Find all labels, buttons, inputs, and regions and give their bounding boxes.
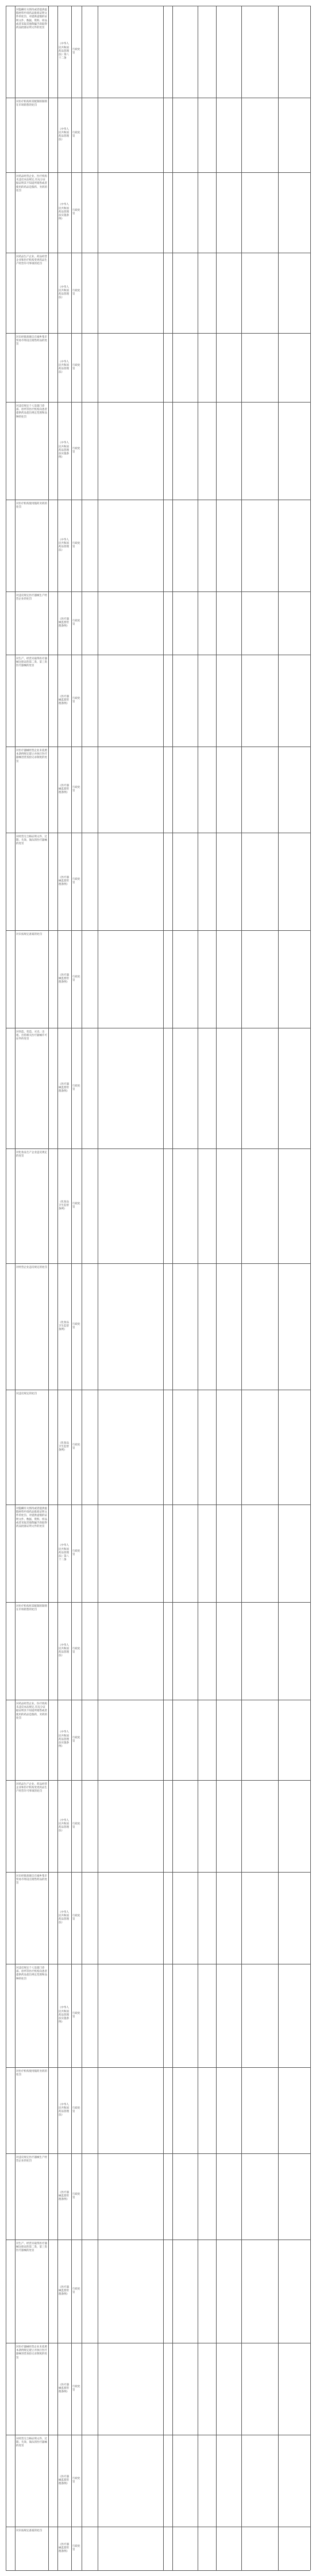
cell-type: 行政处罚: [72, 2012, 80, 2018]
cell-subject: 对医疗机构使用假药劣药的处罚: [16, 502, 47, 509]
cell-subject: 对伪造、变造、买卖、出租、出借相关医疗器械许可证件的处罚: [16, 1031, 47, 1041]
cell-basis: 《中华人民共和国药品管理法实施条例》: [59, 2006, 69, 2024]
cell-type: 行政处罚: [72, 1443, 80, 1450]
row-divider: [6, 172, 310, 173]
cell-subject: 对违反规定医疗器械生产经营企业的处罚: [16, 594, 47, 601]
cell-subject: 对化妆品生产企业违反规定的处罚: [16, 1151, 47, 1158]
cell-subject: 对违反规定个人设置门诊部、诊所等医疗机构向患者提供药品超出规定范围和品种的处罚: [16, 1967, 47, 1981]
cell-type: 行政处罚: [72, 48, 80, 55]
row-divider: [6, 2067, 310, 2068]
cell-basis: 《中华人民共和国药品管理法》第八十二条: [59, 42, 69, 60]
cell-subject: 对药品生产企业、药品经营企业和医疗机构变更药品生产经营许可事项的处罚: [16, 256, 47, 266]
row-divider: [6, 2153, 310, 2154]
cell-type: 行政处罚: [72, 1202, 80, 1209]
column-divider: [172, 6, 173, 2570]
cell-type: 行政处罚: [72, 1647, 80, 1654]
row-divider: [6, 930, 310, 931]
cell-basis: 《医疗器械监督管理条例》: [59, 617, 69, 628]
cell-type: 行政处罚: [72, 975, 80, 982]
cell-subject: 对医疗器械经营企业未依照本条例规定建立并执行医疗器械进货查验记录制度的处罚: [16, 749, 47, 763]
cell-type: 行政处罚: [72, 289, 80, 296]
cell-type: 行政处罚: [72, 363, 80, 370]
cell-subject: 对经营企业违反规定的处罚: [16, 1266, 47, 1269]
cell-type: 行政处罚: [72, 1322, 80, 1329]
column-divider: [15, 6, 16, 2570]
cell-basis: 《医疗器械监督管理条例》: [59, 2285, 69, 2296]
cell-type: 行政处罚: [72, 2385, 80, 2392]
cell-basis: 《中华人民共和国药品管理法》: [59, 1910, 69, 1925]
cell-basis: 《中华人民共和国药品管理法实施条例》: [59, 203, 69, 221]
cell-type: 行政处罚: [72, 131, 80, 138]
cell-type: 行政处罚: [72, 541, 80, 548]
cell-subject: 对药品生产企业、药品经营企业和医疗机构变更药品生产经营许可事项的处罚: [16, 1783, 47, 1793]
cell-subject: 对医疗机构将其配制的制剂在市场销售的处罚: [16, 100, 47, 107]
cell-subject: 对未按规定备案的处罚: [16, 933, 42, 936]
cell-type: 行政处罚: [72, 697, 80, 703]
cell-type: 行政处罚: [72, 1914, 80, 1921]
cell-type: 行政处罚: [72, 619, 80, 626]
cell-basis: 《医疗器械监督管理条例》: [59, 784, 69, 795]
cell-basis: 《医疗器械监督管理条例》: [59, 973, 69, 984]
row-divider: [6, 1504, 310, 1505]
row-divider: [6, 333, 310, 334]
cell-subject: 对未经批准擅自在城乡集市贸易市场设点销售药品的处罚: [16, 1875, 47, 1885]
cell-subject: 对医疗机构使用假药劣药的处罚: [16, 2070, 47, 2077]
row-divider: [6, 1148, 310, 1149]
cell-subject: 对违反规定的处罚: [16, 1393, 37, 1395]
cell-basis: 《中华人民共和国药品管理法》: [59, 538, 69, 552]
cell-subject: 对生产、经营未取得医疗器械注册证的第二类、第三类医疗器械的处罚: [16, 657, 47, 668]
cell-subject: 对药品经营企业、医疗机构未违反本法规定,有充分证据证明其不知道所销售或者使用的药品是假药、劣药的处罚: [16, 1703, 47, 1720]
cell-basis: 《医疗器械监督管理条例》: [59, 1082, 69, 1093]
cell-basis: 《医疗器械监督管理条例》: [59, 695, 69, 706]
cell-subject: 对隐瞒有关情况或者提供虚假材料申请药品批准证明文件的处罚、对提供虚假的证明文件、数据、资料、样品或者采取其他欺骗手段取得药品批准证明文件的处罚: [16, 9, 47, 30]
cell-basis: 《医疗器械监督管理条例》: [59, 2543, 69, 2554]
cell-basis: 《中华人民共和国药品管理法》: [59, 1819, 69, 1833]
cell-subject: 对违反规定医疗器械生产经营企业的处罚: [16, 2156, 47, 2163]
column-divider: [310, 6, 311, 2570]
cell-type: 行政处罚: [72, 1084, 80, 1091]
row-divider: [6, 1263, 310, 1264]
cell-basis: 《医疗器械监督管理条例》: [59, 876, 69, 887]
cell-basis: 《中华人民共和国药品管理法》: [59, 1643, 69, 1658]
cell-subject: 对未经批准擅自在城乡集市贸易市场设点销售药品的处罚: [16, 336, 47, 346]
cell-type: 行政处罚: [72, 1549, 80, 1556]
column-divider: [48, 6, 49, 2570]
column-divider: [57, 6, 58, 2570]
cell-basis: 《中华人民共和国药品管理法》: [59, 2103, 69, 2117]
row-divider: [6, 2570, 310, 2571]
cell-type: 行政处罚: [72, 208, 80, 215]
cell-basis: 《中华人民共和国药品管理法实施条例》: [59, 1731, 69, 1749]
cell-subject: 对违反规定个人设置门诊部、诊所等医疗机构向患者提供药品超出规定范围和品种的处罚: [16, 405, 47, 419]
row-divider: [6, 402, 310, 403]
row-divider: [6, 591, 310, 592]
cell-type: 行政处罚: [72, 2106, 80, 2113]
cell-basis: 《中华人民共和国药品管理法》第八十二条: [59, 1544, 69, 1562]
cell-subject: 对经营无合格证明文件、过期、失效、淘汰的医疗器械的处罚: [16, 836, 47, 846]
cell-subject: 对药品经营企业、医疗机构未违反本法规定,有充分证据证明其不知道所销售或者使用的药品是假药、劣药的处罚: [16, 175, 47, 192]
cell-type: 行政处罚: [72, 2477, 80, 2484]
column-divider: [163, 6, 164, 2570]
cell-basis: 《中华人民共和国药品管理法》: [59, 360, 69, 374]
row-divider: [6, 1780, 310, 1781]
cell-type: 行政处罚: [72, 877, 80, 884]
cell-subject: 对医疗机构将其配制的制剂在市场销售的处罚: [16, 1605, 47, 1612]
cell-subject: 对医疗器械经营企业未依照本条例规定建立并执行医疗器械进货查验记录制度的处罚: [16, 2346, 47, 2360]
cell-basis: 《中华人民共和国药品管理法》: [59, 285, 69, 300]
cell-type: 行政处罚: [72, 2287, 80, 2294]
cell-basis: 《化妆品卫生监督条例》: [59, 1200, 69, 1211]
cell-basis: 《化妆品卫生监督条例》: [59, 1441, 69, 1452]
cell-basis: 《中华人民共和国药品管理法》: [59, 127, 69, 142]
cell-type: 行政处罚: [72, 786, 80, 792]
cell-basis: 《医疗器械监督管理条例》: [59, 2383, 69, 2394]
column-divider: [241, 6, 242, 2570]
row-divider: [6, 1872, 310, 1873]
column-divider: [71, 6, 72, 2570]
cell-type: 行政处罚: [72, 1736, 80, 1743]
column-divider: [278, 6, 279, 2570]
cell-subject: 对生产、经营未取得医疗器械注册证的第二类、第三类医疗器械的处罚: [16, 2242, 47, 2253]
cell-subject: 对未按规定备案的处罚: [16, 2529, 42, 2532]
cell-basis: 《化妆品卫生监督条例》: [59, 1321, 69, 1332]
cell-type: 行政处罚: [72, 1822, 80, 1829]
row-divider: [6, 1602, 310, 1603]
cell-basis: 《中华人民共和国药品管理法实施条例》: [59, 442, 69, 459]
cell-type: 行政处罚: [72, 2544, 80, 2551]
cell-subject: 对隐瞒有关情况或者提供虚假材料申请药品批准证明文件的处罚、对提供虚假的证明文件、数据、资料、样品或者采取其他欺骗手段取得药品批准证明文件的处罚: [16, 1507, 47, 1529]
cell-basis: 《医疗器械监督管理条例》: [59, 2191, 69, 2202]
cell-basis: 《医疗器械监督管理条例》: [59, 2475, 69, 2486]
cell-type: 行政处罚: [72, 447, 80, 454]
cell-subject: 对经营无合格证明文件、过期、失效、淘汰的医疗器械的处罚: [16, 2438, 47, 2448]
cell-type: 行政处罚: [72, 2192, 80, 2199]
column-divider: [216, 6, 217, 2570]
